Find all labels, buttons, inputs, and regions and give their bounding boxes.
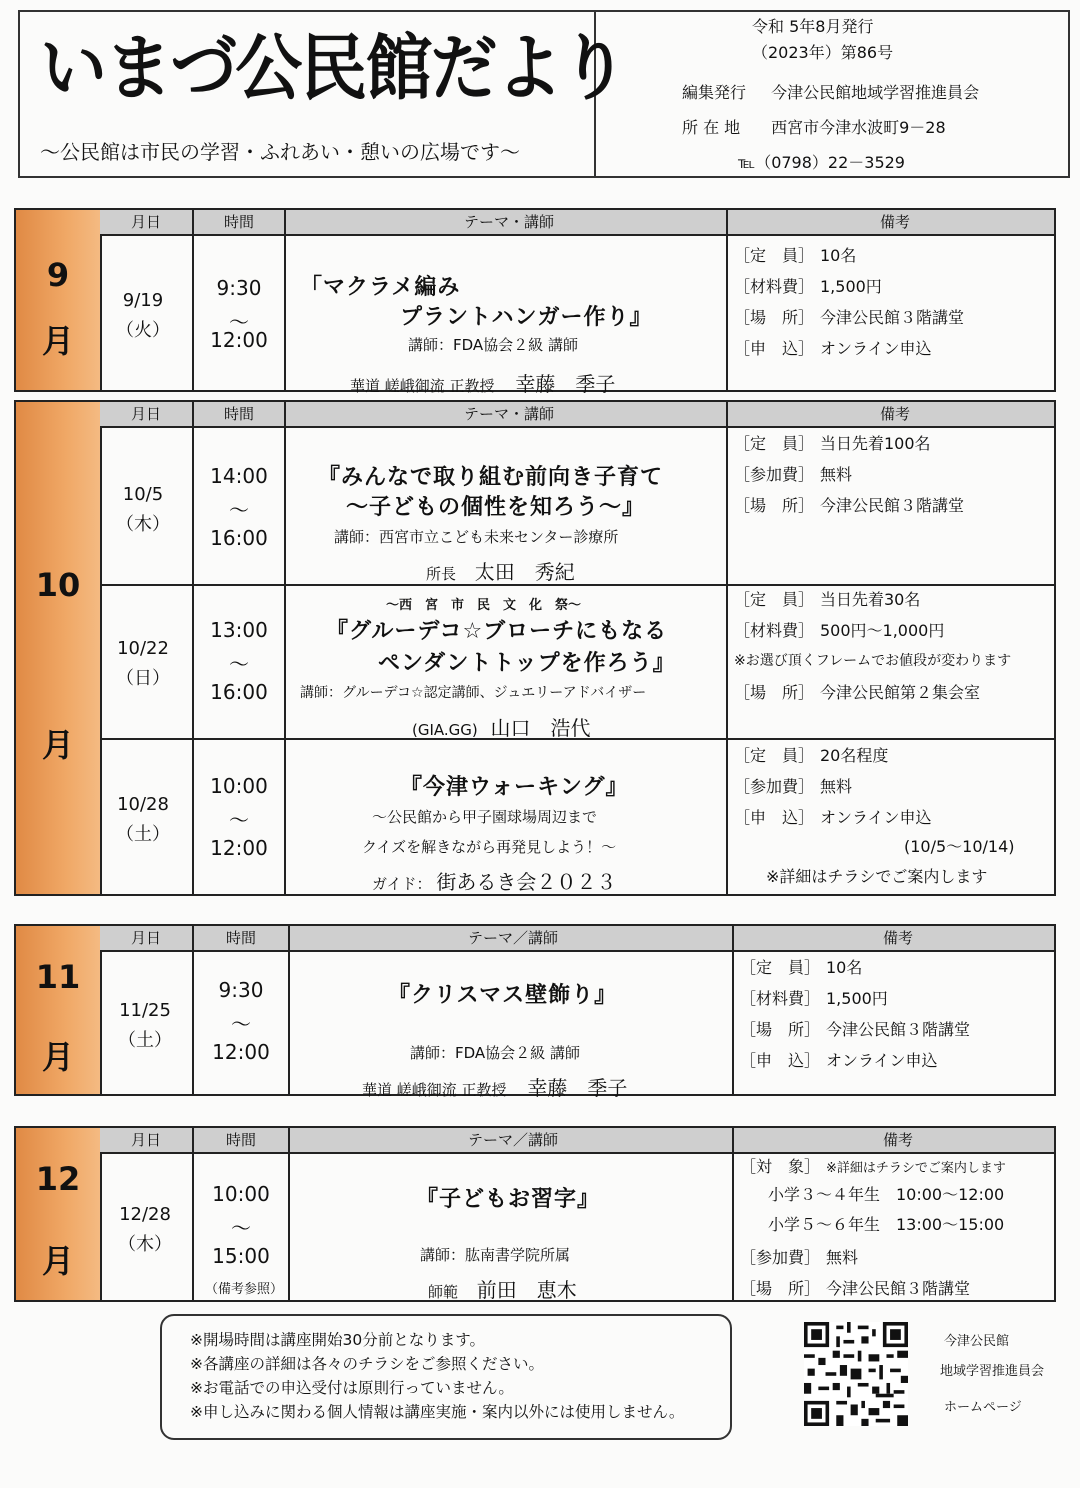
- notes-list: [740, 1242, 970, 1304]
- event-weekday: （木）: [116, 514, 170, 535]
- note-row: ［参加費］ 無料: [734, 465, 853, 484]
- note-row: ［場 所］ 今津公民館３階講堂: [734, 496, 965, 515]
- festival-label: ～西 宮 市 民 文 化 祭～: [386, 598, 582, 613]
- header-date: 月日: [130, 213, 161, 231]
- lecturer-name: 幸藤 季子: [515, 372, 616, 396]
- target-row: ［対 象］ ※詳細はチラシでご案内します: [740, 1157, 1006, 1176]
- month-cell: [16, 210, 102, 390]
- month-number: 10: [35, 566, 81, 604]
- event-weekday: （土）: [118, 1030, 172, 1051]
- qr-label-line2: 地域学習推進員会: [940, 1364, 1045, 1379]
- notes-list: [734, 428, 964, 521]
- note-row: ［場 所］ 今津公民館３階講堂: [740, 1020, 971, 1039]
- note-row: ［材料費］ 1,500円: [734, 277, 882, 296]
- theme-line1: 『グルーデコ☆ブローチにもなる: [326, 619, 668, 644]
- header-row: [100, 1128, 1054, 1154]
- note-row: ［申 込］ オンライン申込: [740, 1051, 938, 1070]
- section-november: [14, 924, 1056, 1100]
- notes-list: [734, 740, 932, 833]
- note-row: ［材料費］ 1,500円: [740, 989, 888, 1008]
- header-date: 月日: [130, 929, 161, 947]
- end-time: 12:00: [210, 836, 268, 860]
- lecturer-line2: [428, 1274, 577, 1303]
- lecturer-name: 前田 恵木: [476, 1278, 577, 1302]
- general-note: ※各講座の詳細は各々のチラシをご参照ください。: [190, 1355, 544, 1373]
- end-time: 16:00: [210, 680, 268, 704]
- header-theme: テーマ／講師: [467, 1131, 558, 1149]
- section-december: [14, 1126, 1056, 1302]
- address: 西宮市今津水波町9－28: [771, 118, 946, 137]
- header-theme: テーマ／講師: [467, 929, 558, 947]
- note-row: ［参加費］ 無料: [740, 1248, 859, 1267]
- lecturer-line1: 講師：肱南書学院所属: [420, 1246, 571, 1264]
- note-row: ［定 員］ 20名程度: [734, 746, 889, 765]
- header-theme: テーマ・講師: [463, 405, 554, 423]
- note-row: ［参加費］ 無料: [734, 777, 853, 796]
- event-date: 12/28: [119, 1204, 171, 1225]
- newsletter-title: いまづ公民館だより: [40, 26, 626, 110]
- start-time: 9:30: [218, 978, 264, 1002]
- header-notes: 備考: [882, 929, 913, 947]
- grade-row-1: 小学３～４年生 10:00～12:00: [768, 1185, 1005, 1204]
- time-separator: ～: [231, 1216, 251, 1240]
- note-row: ［場 所］ 今津公民館３階講堂: [734, 308, 965, 327]
- month-cell: [16, 402, 102, 894]
- event-weekday: （木）: [118, 1234, 172, 1255]
- note-row: ［定 員］ 当日先着100名: [734, 434, 931, 453]
- lecturer-title: 華道 嵯峨御流 正教授: [362, 1081, 507, 1099]
- end-time: 12:00: [210, 328, 268, 352]
- lecturer-name: 太田 秀紀: [474, 560, 575, 584]
- end-time: 16:00: [210, 526, 268, 550]
- theme-line1: 「マクラメ編み: [300, 275, 461, 300]
- address-label: 所 在 地: [682, 118, 741, 137]
- event-date: 9/19: [122, 290, 164, 311]
- start-time: 10:00: [210, 774, 268, 798]
- newsletter-subtitle: ～公民館は市民の学習・ふれあい・憩いの広場です～: [40, 140, 520, 164]
- general-note: ※お電話での申込受付は原則行っていません。: [190, 1379, 514, 1397]
- note-row: ［場 所］ 今津公民館３階講堂: [740, 1279, 971, 1298]
- application-period: (10/5～10/14): [904, 837, 1015, 856]
- lecturer-line2: [426, 556, 575, 585]
- header-row: [100, 210, 1054, 236]
- header-theme: テーマ・講師: [463, 213, 554, 231]
- qr-label-line3: ホームページ: [944, 1400, 1022, 1415]
- event-date: 10/22: [117, 638, 169, 659]
- note-row: ［申 込］ オンライン申込: [734, 339, 932, 358]
- notes-list: [734, 240, 964, 364]
- header-time: 時間: [223, 405, 254, 423]
- detail-note: ※詳細はチラシでご案内します: [766, 867, 988, 886]
- theme-line1: 『今津ウォーキング』: [400, 775, 629, 800]
- time-note: （備考参照）: [204, 1282, 283, 1297]
- start-time: 9:30: [216, 276, 262, 300]
- grade-row-2: 小学５～６年生 13:00～15:00: [768, 1215, 1005, 1234]
- address-row: [682, 115, 946, 138]
- note-row: ［定 員］ 10名: [740, 958, 863, 977]
- header-time: 時間: [225, 929, 256, 947]
- header-time: 時間: [225, 1131, 256, 1149]
- guide-name: 街あるき会２０２３: [436, 870, 617, 894]
- start-time: 13:00: [210, 618, 268, 642]
- header-row: [100, 402, 1054, 428]
- time-separator: ～: [229, 310, 249, 334]
- guide-line: [372, 866, 616, 895]
- time-separator: ～: [229, 808, 249, 832]
- month-number: 11: [35, 958, 81, 996]
- theme-sub2: クイズを解きながら再発見しよう！～: [362, 838, 617, 856]
- lecturer-title: 華道 嵯峨御流 正教授: [350, 377, 495, 395]
- month-unit: 月: [41, 726, 74, 764]
- note-row: ［場 所］ 今津公民館第２集会室: [734, 683, 981, 702]
- qr-label-line1: 今津公民館: [944, 1334, 1010, 1349]
- month-number: 9: [46, 256, 70, 294]
- lecturer-name: 山口 浩代: [490, 716, 591, 740]
- event-date: 10/28: [117, 794, 169, 815]
- end-time: 15:00: [212, 1244, 270, 1268]
- issue-date: 令和 5年8月発行: [752, 17, 874, 36]
- note-row: ※お選び頂くフレームでお値段が変わります: [734, 653, 1012, 669]
- end-time: 12:00: [212, 1040, 270, 1064]
- lecturer-line2: [362, 1072, 627, 1101]
- theme-line1: 『子どもお習字』: [416, 1187, 601, 1212]
- section-september: [14, 208, 1056, 396]
- publisher: 今津公民館地域学習推進員会: [771, 83, 980, 102]
- qr-code-icon[interactable]: [804, 1322, 908, 1426]
- header-notes: 備考: [879, 213, 910, 231]
- header-notes: 備考: [879, 405, 910, 423]
- header-date: 月日: [130, 1131, 161, 1149]
- time-separator: ～: [229, 498, 249, 522]
- guide-label: ガイド：: [372, 875, 432, 893]
- general-note: ※開場時間は講座開始30分前となります。: [190, 1331, 485, 1349]
- event-date: 10/5: [122, 484, 164, 505]
- lecturer-line2: [412, 712, 591, 741]
- lecturer-title: 所長: [426, 565, 457, 583]
- month-unit: 月: [41, 322, 74, 360]
- publisher-label: 編集発行: [682, 83, 747, 102]
- header-row: [100, 926, 1054, 952]
- lecturer-line2: [350, 368, 615, 397]
- note-row: ［申 込］ オンライン申込: [734, 808, 932, 827]
- time-separator: ～: [231, 1012, 251, 1036]
- month-unit: 月: [41, 1038, 74, 1076]
- lecturer-line1: 講師：FDA協会２級 講師: [408, 336, 578, 354]
- note-row: ［材料費］ 500円～1,000円: [734, 621, 945, 640]
- event-weekday: （土）: [116, 824, 170, 845]
- start-time: 14:00: [210, 464, 268, 488]
- event-date: 11/25: [119, 1000, 171, 1021]
- lecturer-title: (GIA.GG): [412, 721, 478, 739]
- general-notes-box: [160, 1314, 732, 1440]
- lecturer-line1: 講師：グルーデコ☆認定講師、ジュエリーアドバイザー: [300, 685, 647, 701]
- header-date: 月日: [130, 405, 161, 423]
- telephone: ℡（0798）22－3529: [738, 153, 905, 172]
- publisher-row: [682, 80, 979, 103]
- month-number: 12: [35, 1160, 81, 1198]
- general-note: ※申し込みに関わる個人情報は講座実施・案内以外には使用しません。: [190, 1403, 685, 1421]
- event-weekday: （火）: [116, 320, 170, 341]
- note-row: ［定 員］ 当日先着30名: [734, 590, 921, 609]
- lecturer-line1: 講師：FDA協会２級 講師: [410, 1044, 580, 1062]
- theme-line2: プラントハンガー作り』: [400, 305, 653, 330]
- theme-sub1: ～公民館から甲子園球場周辺まで: [372, 808, 598, 826]
- theme-line1: 『クリスマス壁飾り』: [388, 983, 618, 1008]
- section-october: [14, 400, 1056, 896]
- month-unit: 月: [41, 1242, 74, 1280]
- theme-line1: 『みんなで取り組む前向き子育て: [318, 465, 664, 490]
- header-notes: 備考: [882, 1131, 913, 1149]
- header-time: 時間: [223, 213, 254, 231]
- note-row: ［定 員］ 10名: [734, 246, 857, 265]
- lecturer-line1: 講師：西宮市立こども未来センター診療所: [334, 528, 619, 546]
- theme-line2: ～子どもの個性を知ろう～』: [346, 495, 646, 520]
- notes-list: [734, 584, 1011, 708]
- lecturer-name: 幸藤 季子: [527, 1076, 628, 1100]
- theme-line2: ペンダントトップを作ろう』: [378, 651, 676, 676]
- lecturer-title: 師範: [428, 1283, 459, 1301]
- issue-number: （2023年）第86号: [752, 43, 894, 62]
- start-time: 10:00: [212, 1182, 270, 1206]
- notes-list: [740, 952, 970, 1076]
- time-separator: ～: [229, 652, 249, 676]
- event-weekday: （日）: [116, 668, 170, 689]
